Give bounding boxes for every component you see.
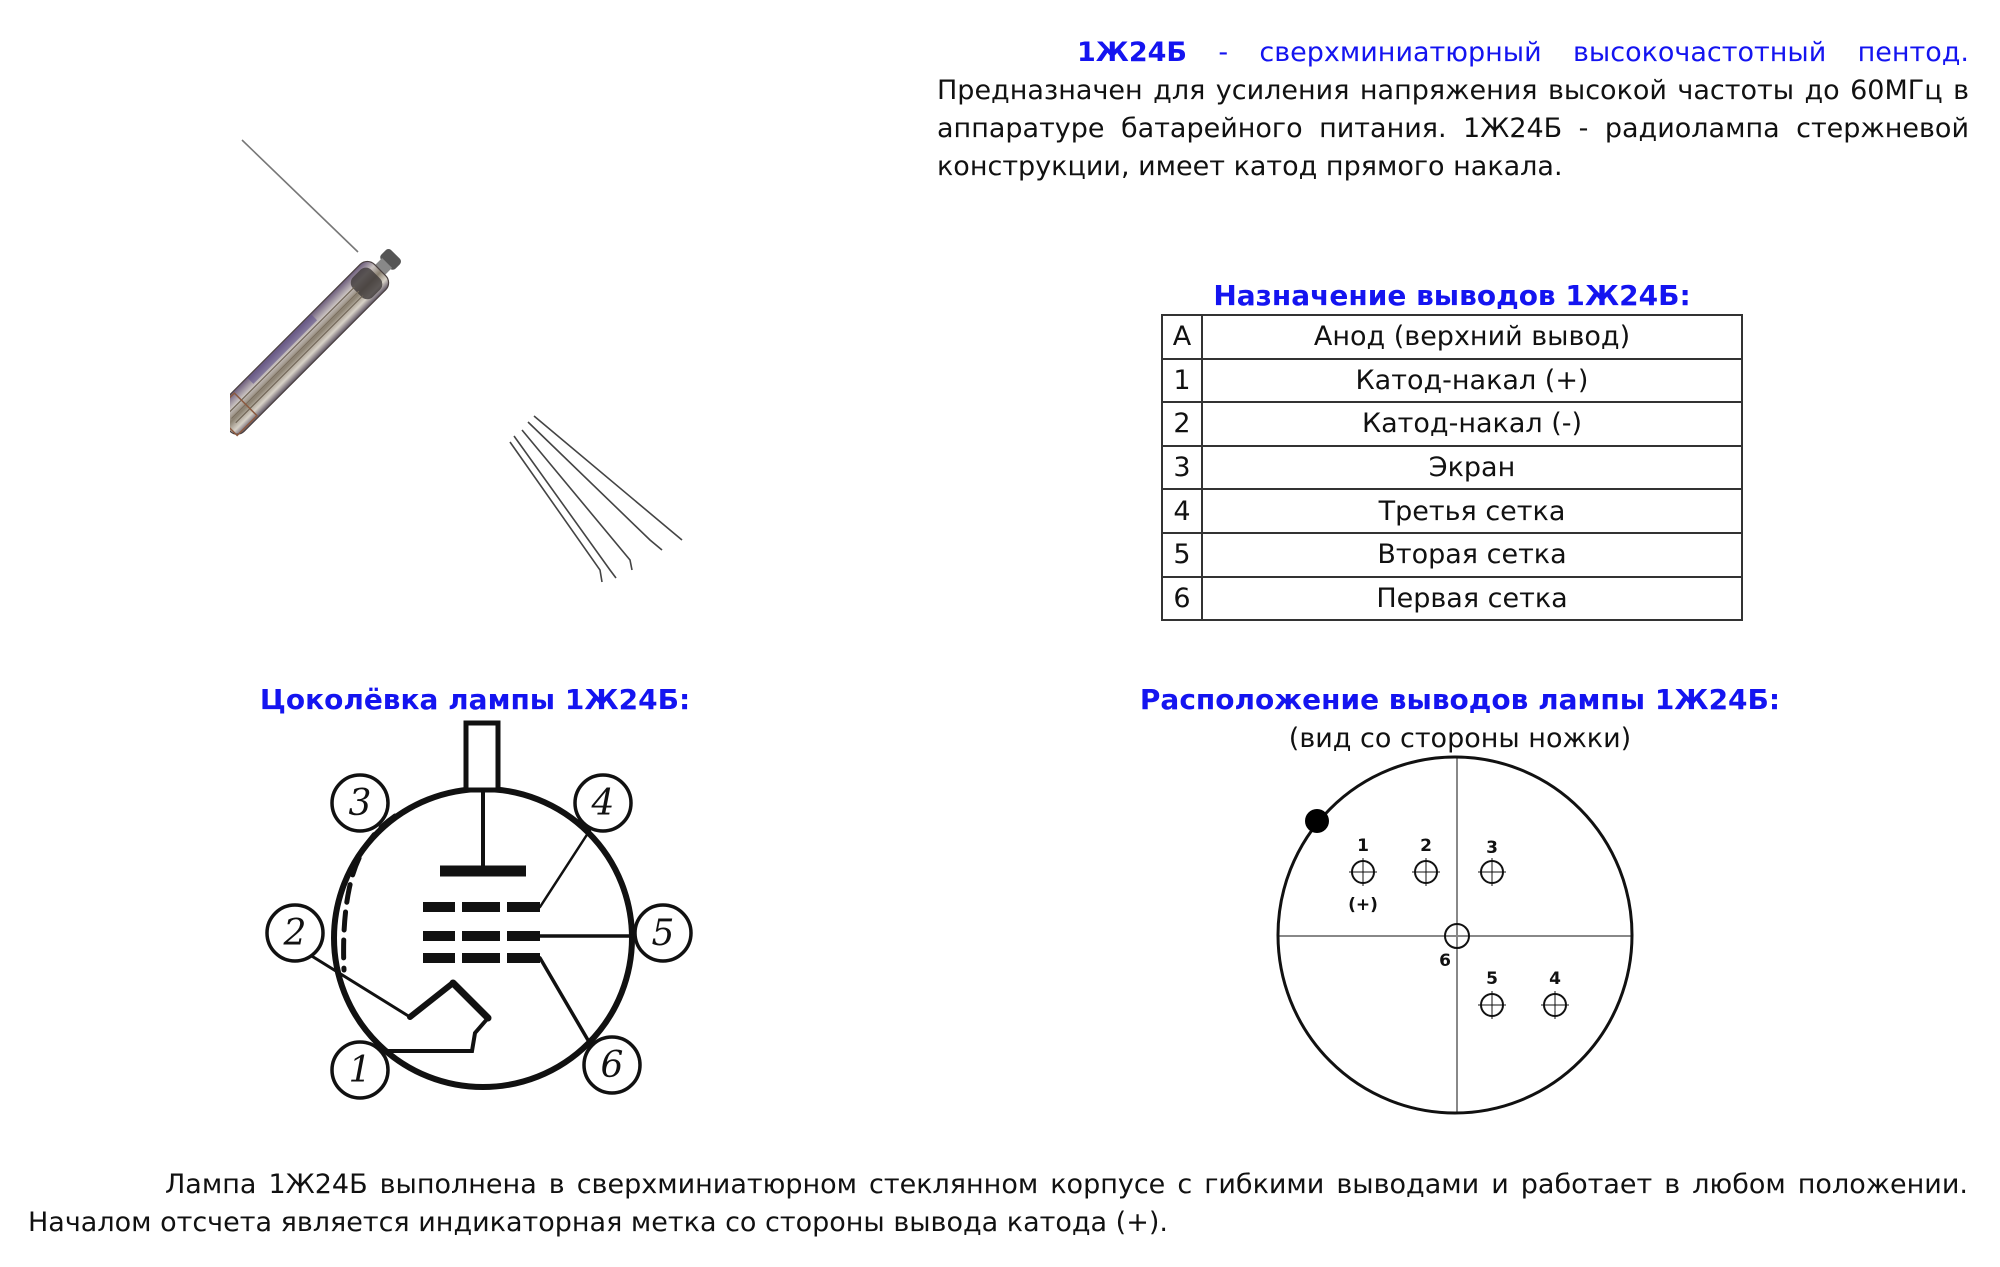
layout-pin-label-2: 2 bbox=[1420, 836, 1432, 856]
pin-id: 5 bbox=[1162, 533, 1202, 577]
pin-function-table bbox=[1161, 314, 1743, 621]
pin-label-5: 5 bbox=[651, 913, 675, 954]
pin-id: 2 bbox=[1162, 402, 1202, 446]
pin-3-icon bbox=[1478, 858, 1506, 886]
intro-body: Предназначен для усиления напряжения высокой частоты до 60МГц в аппаратуре батарейного питания. 1Ж24Б - радиолампа стержневой конструкции, имеет катод прямого накала. bbox=[937, 75, 1969, 182]
vacuum-tube-image bbox=[230, 130, 730, 600]
pin-4-icon bbox=[1541, 991, 1569, 1019]
layout-pin-label-5: 5 bbox=[1486, 969, 1498, 989]
pin-function: Вторая сетка bbox=[1202, 533, 1742, 577]
pin-function: Катод-накал (+) bbox=[1202, 359, 1742, 403]
intro-paragraph bbox=[937, 34, 1969, 186]
pin-layout-diagram bbox=[1260, 750, 1650, 1120]
layout-pin-label-1: 1 bbox=[1357, 836, 1369, 856]
table-row bbox=[1162, 315, 1742, 359]
index-marker-icon bbox=[1305, 809, 1329, 833]
tube-title: сверхминиатюрный высокочастотный пентод. bbox=[1259, 37, 1969, 68]
pin-5-icon bbox=[1478, 991, 1506, 1019]
pin-label-4: 4 bbox=[591, 783, 615, 824]
pin-id: 3 bbox=[1162, 446, 1202, 490]
pin-id: 4 bbox=[1162, 489, 1202, 533]
tube-photo bbox=[230, 130, 730, 600]
table-row bbox=[1162, 489, 1742, 533]
pin-1-icon bbox=[1349, 858, 1377, 886]
table-row bbox=[1162, 577, 1742, 621]
layout-pin-label-3: 3 bbox=[1486, 838, 1498, 858]
basing-diagram bbox=[240, 715, 740, 1135]
pin-function: Анод (верхний вывод) bbox=[1202, 315, 1742, 359]
layout-pin-label-4: 4 bbox=[1549, 969, 1561, 989]
layout-plus-label: (+) bbox=[1348, 895, 1378, 915]
layout-heading: Расположение выводов лампы 1Ж24Б: bbox=[1139, 683, 1781, 716]
pin-id: А bbox=[1162, 315, 1202, 359]
tube-schematic-icon bbox=[240, 715, 740, 1135]
layout-subtitle: (вид со стороны ножки) bbox=[1288, 723, 1632, 754]
pin-label-1: 1 bbox=[348, 1050, 372, 1091]
table-row bbox=[1162, 359, 1742, 403]
pin-function: Экран bbox=[1202, 446, 1742, 490]
pin-function: Катод-накал (-) bbox=[1202, 402, 1742, 446]
layout-pin-label-6: 6 bbox=[1439, 951, 1451, 971]
table-row bbox=[1162, 402, 1742, 446]
pin-table-heading: Назначение выводов 1Ж24Б: bbox=[1213, 279, 1691, 312]
pin-layout-icon bbox=[1260, 750, 1650, 1120]
title-dash: - bbox=[1187, 37, 1260, 68]
table-row bbox=[1162, 533, 1742, 577]
pin-id: 6 bbox=[1162, 577, 1202, 621]
pin-label-6: 6 bbox=[600, 1045, 624, 1086]
outro-paragraph: Лампа 1Ж24Б выполнена в сверхминиатюрном стеклянном корпусе с гибкими выводами и работает в любом положении. Началом отсчета является индикаторная метка со стороны вывода катода (+). bbox=[28, 1169, 1968, 1238]
basing-heading: Цоколёвка лампы 1Ж24Б: bbox=[259, 683, 691, 716]
tube-name: 1Ж24Б bbox=[1077, 37, 1187, 68]
pin-label-3: 3 bbox=[348, 783, 372, 824]
table-row bbox=[1162, 446, 1742, 490]
pin-function: Первая сетка bbox=[1202, 577, 1742, 621]
pin-2-icon bbox=[1412, 858, 1440, 886]
pin-function: Третья сетка bbox=[1202, 489, 1742, 533]
pin-label-2: 2 bbox=[283, 913, 307, 954]
pin-id: 1 bbox=[1162, 359, 1202, 403]
